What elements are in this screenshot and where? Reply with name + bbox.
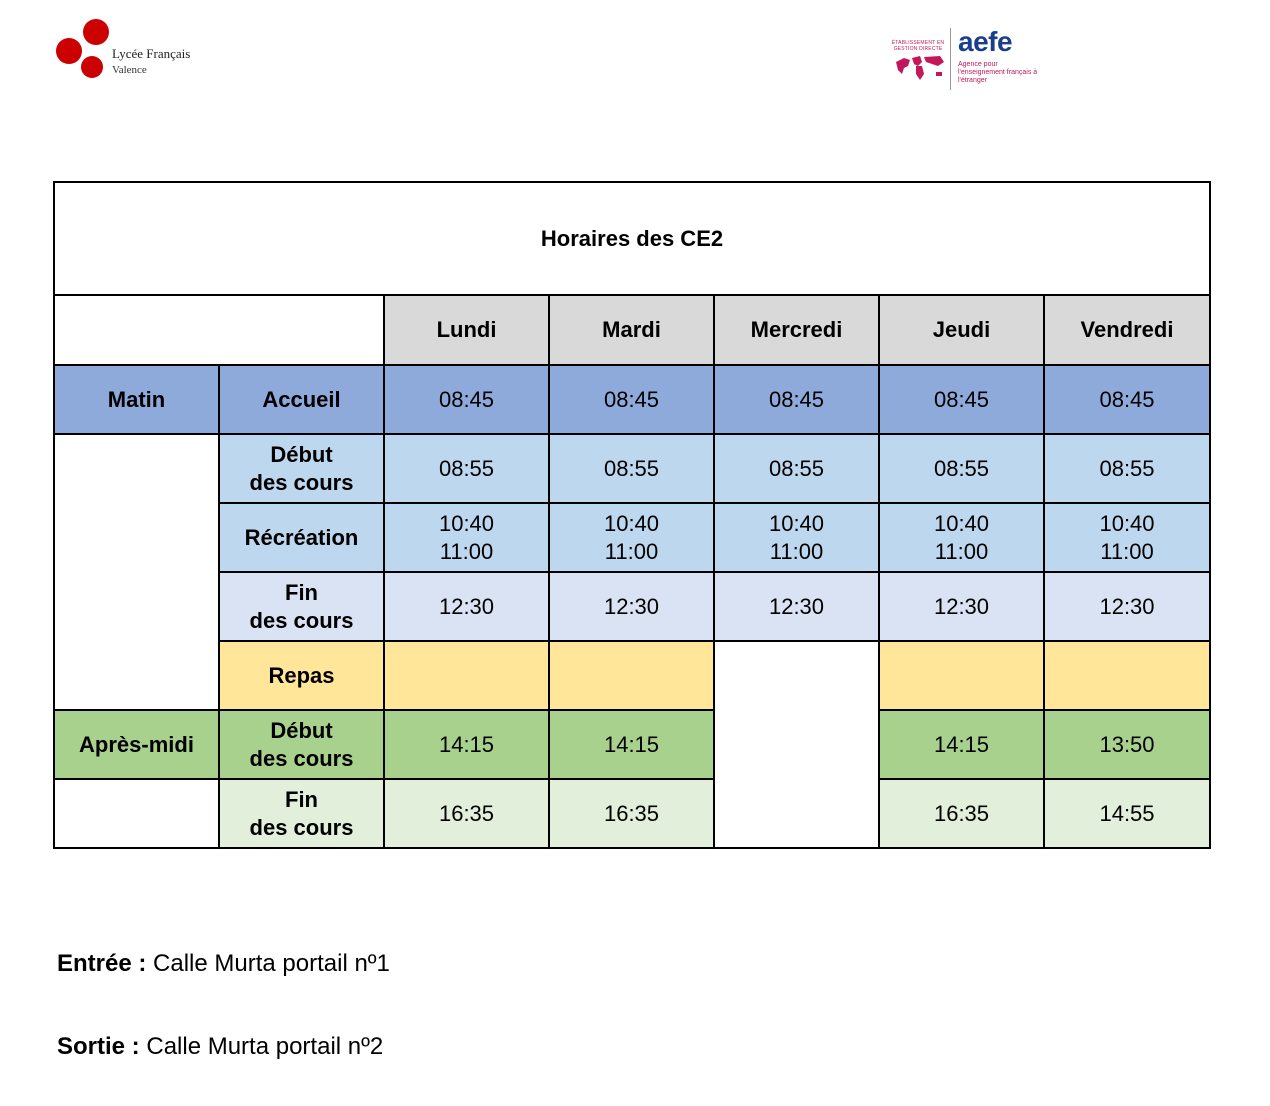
repas-cell [1044,641,1210,710]
time-start: 10:40 [933,510,990,536]
time-cell: 14:15 [549,710,714,779]
repas-row [54,641,1210,710]
time-start: 10:40 [603,510,660,536]
time-cell: 14:15 [384,710,549,779]
time-cell: 12:30 [384,572,549,641]
time-cell: 12:30 [879,572,1044,641]
label-line-1: Fin [285,579,318,605]
time-range-cell [879,503,1044,572]
day-header-mercredi: Mercredi [714,295,879,365]
sortie-value: Calle Murta portail nº2 [146,1033,384,1060]
time-end: 11:00 [439,538,494,564]
label-line-2: des cours [249,469,354,495]
aefe-logo [888,24,1038,94]
fin-aprem-row [54,779,1210,848]
time-cell: 14:55 [1044,779,1210,848]
time-end: 11:00 [769,538,824,564]
row-label-recreation: Récréation [219,503,384,572]
day-header-mardi: Mardi [549,295,714,365]
label-line-1: Début [270,717,333,743]
entree-label: Entrée : [57,950,147,977]
time-range-cell [1044,503,1210,572]
time-cell: 08:45 [384,365,549,434]
debut-matin-row [54,434,1210,503]
time-cell: 08:55 [384,434,549,503]
row-label-fin-cours [219,779,384,848]
time-range-cell [714,503,879,572]
entree-info [57,950,390,978]
time-cell: 08:55 [549,434,714,503]
mercredi-afternoon-empty [714,641,879,848]
period-apres-midi: Après-midi [54,710,219,779]
time-cell: 08:55 [879,434,1044,503]
recreation-row [54,503,1210,572]
label-line-1: Fin [285,786,318,812]
row-label-fin-cours [219,572,384,641]
period-matin: Matin [54,365,219,434]
sortie-label: Sortie : [57,1033,140,1060]
day-header-vendredi: Vendredi [1044,295,1210,365]
time-cell: 12:30 [1044,572,1210,641]
time-range-cell [384,503,549,572]
lycee-logo-dots-icon [52,18,112,82]
entree-value: Calle Murta portail nº1 [153,950,390,977]
aefe-wordmark: aefe [958,26,1013,57]
repas-cell [879,641,1044,710]
label-line-1: Début [270,441,333,467]
time-cell: 16:35 [549,779,714,848]
school-city: Valence [112,64,147,76]
time-cell: 16:35 [384,779,549,848]
time-cell: 08:55 [714,434,879,503]
row-label-repas: Repas [219,641,384,710]
time-cell: 08:45 [714,365,879,434]
debut-aprem-row [54,710,1210,779]
aprem-spacer-cell [54,779,219,848]
label-line-2: des cours [249,814,354,840]
day-header-row [54,295,1210,365]
day-header-jeudi: Jeudi [879,295,1044,365]
time-cell: 13:50 [1044,710,1210,779]
time-start: 10:40 [768,510,825,536]
time-cell: 08:45 [549,365,714,434]
time-range-cell [549,503,714,572]
repas-cell [549,641,714,710]
fin-matin-row [54,572,1210,641]
aefe-divider [950,28,951,90]
time-end: 11:00 [604,538,659,564]
label-line-2: des cours [249,745,354,771]
time-cell: 08:55 [1044,434,1210,503]
day-header-lundi: Lundi [384,295,549,365]
time-cell: 08:45 [879,365,1044,434]
aefe-tagline: ÉTABLISSEMENT EN GESTION DIRECTE [891,40,945,52]
timetable [53,181,1211,849]
row-label-debut-cours [219,710,384,779]
time-cell: 16:35 [879,779,1044,848]
time-end: 11:00 [934,538,989,564]
world-map-icon [894,54,946,82]
row-label-accueil: Accueil [219,365,384,434]
timetable-title: Horaires des CE2 [54,182,1210,295]
time-end: 11:00 [1100,538,1154,564]
corner-cell [54,295,384,365]
time-cell: 08:45 [1044,365,1210,434]
row-label-debut-cours [219,434,384,503]
lycee-francais-logo [52,18,222,82]
time-cell: 14:15 [879,710,1044,779]
matin-spacer-cell [54,434,219,710]
time-start: 10:40 [1099,510,1155,536]
time-start: 10:40 [438,510,495,536]
time-cell: 12:30 [714,572,879,641]
aefe-subtitle: Agence pour l'enseignement français à l'étranger [958,61,1038,84]
accueil-row [54,365,1210,434]
repas-cell [384,641,549,710]
time-cell: 12:30 [549,572,714,641]
sortie-info [57,1033,383,1061]
label-line-2: des cours [249,607,354,633]
school-name: Lycée Français [112,46,191,61]
